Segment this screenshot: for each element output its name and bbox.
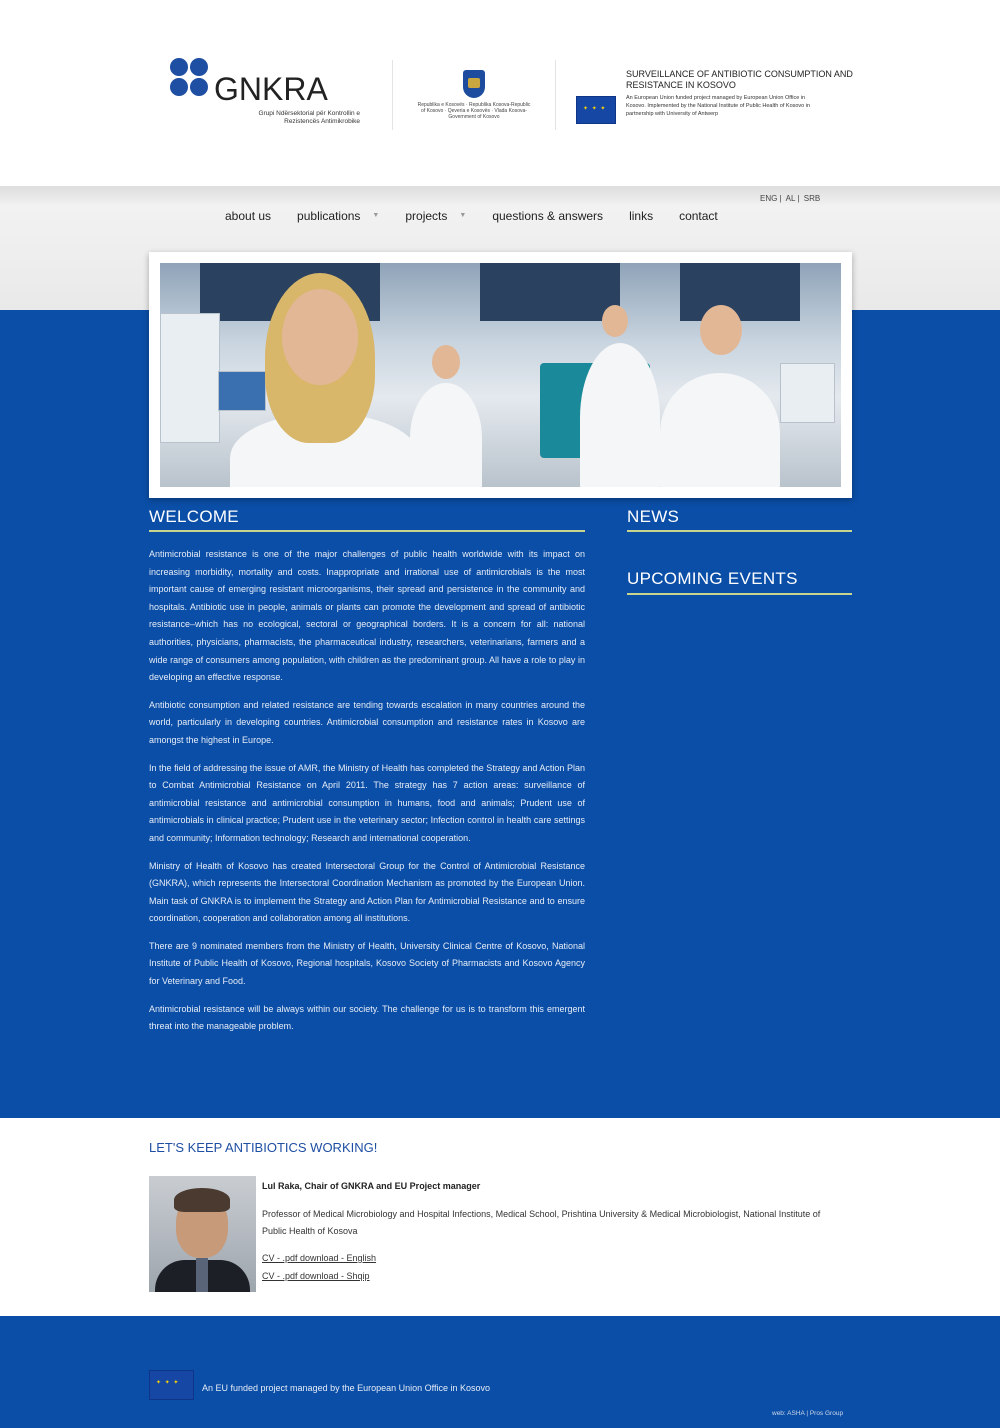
welcome-title: WELCOME	[149, 507, 239, 526]
cv-shqip-link[interactable]: CV - .pdf download - Shqip	[262, 1271, 370, 1281]
logo-subtitle: Grupi Ndërsektorial për Kontrollin e Rezistencës Antimikrobike	[258, 110, 360, 125]
portrait-tie	[196, 1258, 208, 1292]
news-title: NEWS	[627, 507, 680, 526]
cv-english-link[interactable]: CV - .pdf download - English	[262, 1253, 377, 1263]
hero-image-frame	[149, 252, 852, 498]
footer-text: An EU funded project managed by the European Union Office in Kosovo	[202, 1383, 491, 1393]
person-description: Professor of Medical Microbiology and Hospital Infections, Medical School, Prishtina University & Medical Microbiologist, National Institute of Public Health of Kosova	[262, 1209, 821, 1236]
dropdown-caret-icon: ▼	[459, 212, 467, 219]
logo-four-circles-icon	[170, 58, 210, 98]
photo-window	[680, 263, 800, 321]
eu-flag-icon	[576, 96, 616, 124]
person-name: Lul Raka, Chair of GNKRA and EU Project manager	[262, 1181, 481, 1191]
project-description: An European Union funded project managed by European Union Office in Kosovo. Implemented by the National Institute of Public Health of Kosovo in partnership with University of Antwerp	[626, 95, 811, 117]
kosovo-coat-of-arms-icon	[463, 70, 485, 98]
nav-label: about us	[225, 209, 272, 223]
photo-monitor	[218, 371, 266, 411]
language-switcher: ENG | AL | SRB	[760, 194, 821, 203]
welcome-body	[149, 546, 585, 1046]
welcome-paragraph: Antimicrobial resistance is one of the major challenges of public health worldwide with its impact on increasing morbidity, mortality and costs. Inappropriate and irrational use of antimicrobials is the most important cause of emerging resistant microorganisms, their spread and persistence in the community and hospitals. Antibiotic use in people, animals or plants can promote the development and spread of antibiotic resistance–which has no ecological, sectoral or geographical borders. It is a concern for all: national authorities, physicians, pharmacists, the pharmaceutical industry, researchers, veterinarians, farmers and a wide range of consumers among population, with children as the predominant group. All have a role to play in developing an effective response.	[149, 549, 585, 683]
lang-eng-link[interactable]: ENG	[760, 194, 778, 203]
photo-lab-equipment	[160, 313, 220, 443]
kosovo-government-emblem	[415, 70, 533, 130]
nav-publications[interactable]	[297, 209, 379, 229]
lang-al-link[interactable]: AL	[785, 194, 796, 203]
nav-about-us[interactable]	[225, 209, 271, 229]
welcome-rule	[149, 530, 585, 532]
hero-lab-photo	[160, 263, 841, 487]
keep-antibiotics-title: LET'S KEEP ANTIBIOTICS WORKING!	[149, 1140, 378, 1155]
footer-credit[interactable]: web: ASHA | Pros Group	[772, 1410, 844, 1417]
nav-links[interactable]	[629, 209, 653, 229]
header-divider	[555, 60, 556, 130]
lang-srb-link[interactable]: SRB	[803, 194, 821, 203]
nav-contact[interactable]	[679, 209, 718, 229]
upcoming-events-title: UPCOMING EVENTS	[627, 569, 798, 588]
person-portrait	[149, 1176, 256, 1292]
nav-projects[interactable]	[405, 209, 466, 229]
dropdown-caret-icon: ▼	[372, 212, 380, 219]
eu-flag-icon	[149, 1370, 194, 1400]
photo-person	[660, 373, 780, 487]
main-nav	[225, 209, 744, 229]
nav-questions-answers[interactable]	[492, 209, 603, 229]
welcome-paragraph: There are 9 nominated members from the Ministry of Health, University Clinical Centre of Kosovo, National Institute of Public Health of Kosovo, Regional hospitals, Kosovo Society of Pharmacists and Kosovo Agency for Veterinary and Food.	[149, 940, 585, 987]
photo-window	[480, 263, 620, 321]
nav-label: contact	[679, 209, 718, 223]
nav-label: links	[629, 209, 654, 223]
events-rule	[627, 593, 852, 595]
photo-person	[580, 343, 660, 487]
header-divider	[392, 60, 393, 130]
photo-person-head	[602, 305, 628, 337]
photo-person-head	[432, 345, 460, 379]
logo-text: GNKRA	[214, 71, 328, 107]
gnkra-logo[interactable]	[170, 58, 360, 128]
news-rule	[627, 530, 852, 532]
welcome-paragraph: Antibiotic consumption and related resistance are tending towards escalation in many countries around the world, particularly in developing countries. Antimicrobial consumption and resistance rates in Kosovo are amongst the highest in Europe.	[149, 699, 585, 745]
photo-monitor	[780, 363, 835, 423]
nav-label: publications	[297, 209, 361, 223]
kosovo-emblem-caption: Republika e Kosovës · Republika Kosova-Republic of Kosovo · Qeveria e Kosovës · Vlada Kosova-Government of Kosovo	[417, 102, 531, 120]
welcome-paragraph: Ministry of Health of Kosovo has created Intersectoral Group for the Control of Antimicrobial Resistance (GNKRA), which represents the Intersectoral Coordination Mechanism as promoted by the European Union. Main task of GNKRA is to implement the Strategy and Action Plan for Antimicrobial Resistance and to ensure coordination, cooperation and collaboration among all institutions.	[149, 860, 585, 924]
nav-label: projects	[405, 209, 448, 223]
welcome-paragraph: In the field of addressing the issue of AMR, the Ministry of Health has completed the Strategy and Action Plan to Combat Antimicrobial Resistance on April 2011. The strategy has 7 action areas: surveillance of antimicrobial resistance and antimicrobial consumption in humans, food and animals; Prudent use of antimicrobials in clinical practice; Prudent use in the veterinary sector; Infection control in health care settings and community; Information technology; Research and international cooperation.	[149, 762, 585, 843]
project-title: SURVEILLANCE OF ANTIBIOTIC CONSUMPTION AND RESISTANCE IN KOSOVO	[626, 69, 853, 90]
photo-person-head	[700, 305, 742, 355]
nav-label: questions & answers	[492, 209, 604, 223]
photo-person-head	[282, 289, 358, 385]
portrait-hair	[174, 1188, 230, 1212]
photo-person	[410, 383, 482, 487]
welcome-paragraph: Antimicrobial resistance will be always within our society. The challenge for us is to transform this emergent threat into the manageable problem.	[149, 1003, 585, 1032]
